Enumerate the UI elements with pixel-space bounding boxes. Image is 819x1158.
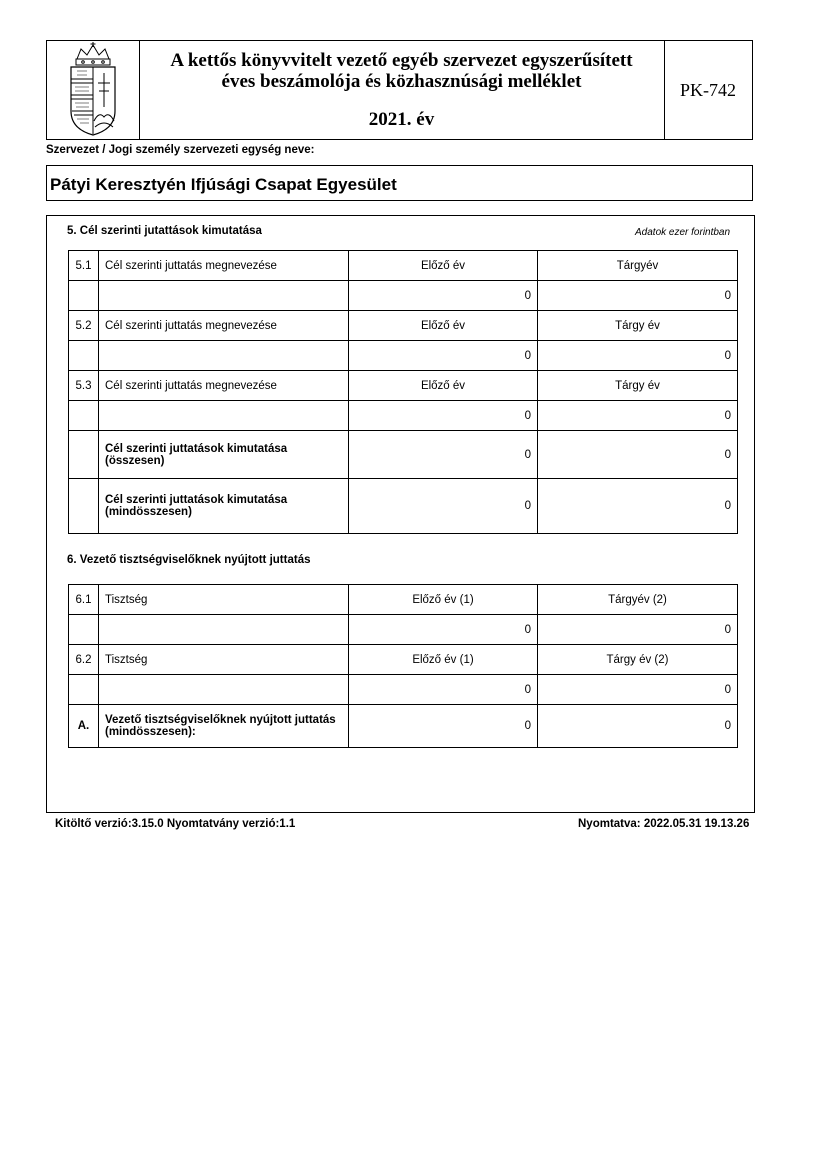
total-curr-value: 0 <box>538 431 738 479</box>
report-year: 2021. év <box>368 109 435 130</box>
empty-cell <box>69 615 99 645</box>
prev-value-field[interactable]: 0 <box>349 401 538 431</box>
grand-total-prev-value: 0 <box>349 705 538 748</box>
name-value-field[interactable] <box>99 341 349 371</box>
section-6-title: 6. Vezető tisztségviselőknek nyújtott juttatás <box>67 554 311 566</box>
table-row-header-5-2 <box>69 311 738 341</box>
print-timestamp: Nyomtatva: 2022.05.31 19.13.26 <box>578 818 750 830</box>
column-header-prev: Előző év <box>349 311 538 341</box>
column-header-name: Cél szerinti juttatás megnevezése <box>99 251 349 281</box>
column-header-curr: Tárgy év <box>538 311 738 341</box>
grand-total-label: Cél szerinti juttatások kimutatása (mindösszesen) <box>99 479 349 534</box>
column-header-prev: Előző év <box>349 371 538 401</box>
column-header-curr: Tárgy év <box>538 371 738 401</box>
table-row-grand-total <box>69 479 738 534</box>
column-header-name: Cél szerinti juttatás megnevezése <box>99 371 349 401</box>
form-code: PK-742 <box>679 79 736 100</box>
section-5-table <box>68 250 738 534</box>
curr-value-field[interactable]: 0 <box>538 615 738 645</box>
version-info: Kitöltő verzió:3.15.0 Nyomtatvány verzió:1.1 <box>55 818 296 830</box>
curr-value-field[interactable]: 0 <box>538 281 738 311</box>
table-row-values-5-1 <box>69 281 738 311</box>
form-header <box>46 40 753 140</box>
row-number: 5.1 <box>69 251 99 281</box>
empty-cell <box>69 431 99 479</box>
empty-cell <box>69 341 99 371</box>
table-row-total <box>69 431 738 479</box>
table-row-header-5-1 <box>69 251 738 281</box>
prev-value-field[interactable]: 0 <box>349 615 538 645</box>
grand-total-curr-value: 0 <box>538 705 738 748</box>
title-line-1: A kettős könyvvitelt vezető egyéb szervezet egyszerűsített <box>170 50 633 71</box>
organization-name: Pátyi Keresztyén Ifjúsági Csapat Egyesület <box>46 165 753 201</box>
organization-label: Szervezet / Jogi személy szervezeti egység neve: <box>46 144 315 156</box>
total-prev-value: 0 <box>349 431 538 479</box>
prev-value-field[interactable]: 0 <box>349 675 538 705</box>
empty-cell <box>69 479 99 534</box>
table-row-header-6-1 <box>69 585 738 615</box>
grand-total-label: Vezető tisztségviselőknek nyújtott juttatás (mindösszesen): <box>99 705 349 748</box>
table-row-header-6-2 <box>69 645 738 675</box>
prev-value-field[interactable]: 0 <box>349 281 538 311</box>
row-number: 5.2 <box>69 311 99 341</box>
column-header-position: Tisztség <box>99 585 349 615</box>
curr-value-field[interactable]: 0 <box>538 341 738 371</box>
column-header-curr: Tárgyév (2) <box>538 585 738 615</box>
column-header-curr: Tárgyév <box>538 251 738 281</box>
hungarian-coat-of-arms-icon <box>47 41 139 139</box>
row-number: 6.2 <box>69 645 99 675</box>
table-row-values-6-1 <box>69 615 738 645</box>
table-row-values-5-2 <box>69 341 738 371</box>
position-value-field[interactable] <box>99 675 349 705</box>
position-value-field[interactable] <box>99 615 349 645</box>
name-value-field[interactable] <box>99 281 349 311</box>
form-title <box>139 41 665 139</box>
empty-cell <box>69 281 99 311</box>
column-header-prev: Előző év <box>349 251 538 281</box>
table-row-grand-total <box>69 705 738 748</box>
empty-cell <box>69 675 99 705</box>
curr-value-field[interactable]: 0 <box>538 675 738 705</box>
column-header-curr: Tárgy év (2) <box>538 645 738 675</box>
curr-value-field[interactable]: 0 <box>538 401 738 431</box>
column-header-prev: Előző év (1) <box>349 585 538 615</box>
section-5-title: 5. Cél szerinti jutattások kimutatása <box>67 225 262 237</box>
total-label: Cél szerinti juttatások kimutatása (összesen) <box>99 431 349 479</box>
table-row-values-5-3 <box>69 401 738 431</box>
unit-note: Adatok ezer forintban <box>635 227 731 238</box>
row-number: A. <box>69 705 99 748</box>
row-number: 6.1 <box>69 585 99 615</box>
column-header-name: Cél szerinti juttatás megnevezése <box>99 311 349 341</box>
prev-value-field[interactable]: 0 <box>349 341 538 371</box>
empty-cell <box>69 401 99 431</box>
section-6-table <box>68 584 738 748</box>
table-row-header-5-3 <box>69 371 738 401</box>
logo-cell <box>47 41 140 139</box>
grand-total-prev-value: 0 <box>349 479 538 534</box>
title-line-2: éves beszámolója és közhasznúsági melléklet <box>221 71 582 92</box>
main-content-box <box>46 215 755 813</box>
table-row-values-6-2 <box>69 675 738 705</box>
name-value-field[interactable] <box>99 401 349 431</box>
column-header-position: Tisztség <box>99 645 349 675</box>
row-number: 5.3 <box>69 371 99 401</box>
column-header-prev: Előző év (1) <box>349 645 538 675</box>
grand-total-curr-value: 0 <box>538 479 738 534</box>
